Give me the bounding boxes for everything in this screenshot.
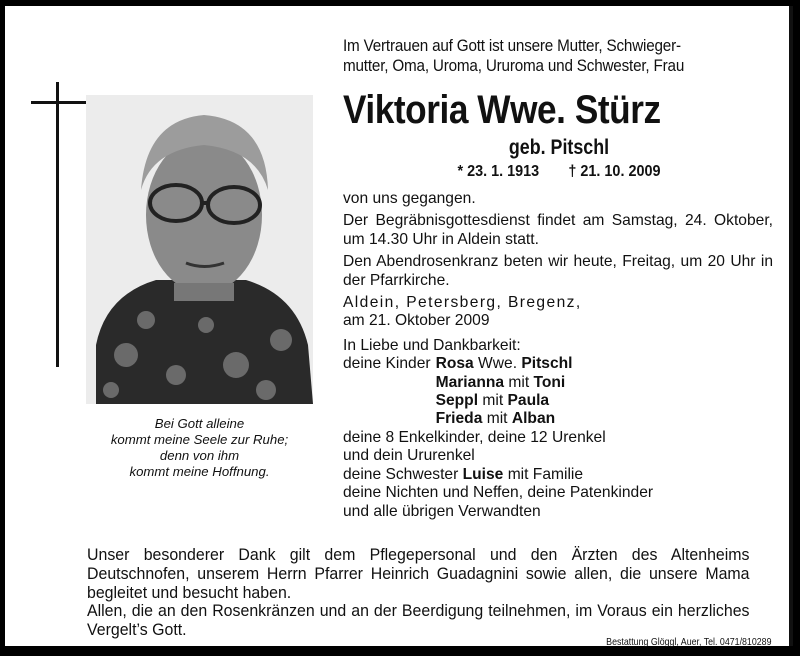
places: Aldein, Petersberg, Bregenz, xyxy=(343,294,582,312)
notice-date: am 21. Oktober 2009 xyxy=(343,312,490,330)
child-row: Rosa Wwe. Pitschl xyxy=(435,355,573,373)
cross-icon xyxy=(56,82,59,367)
child-row: Marianna mit Toni xyxy=(435,373,566,391)
passed-text: von uns gegangen. xyxy=(343,190,476,207)
relatives-line: und alle übrigen Verwandten xyxy=(343,502,541,520)
obituary-notice xyxy=(5,6,793,646)
child-row: Frieda mit Alban xyxy=(435,410,556,428)
rosary-text: Den Abendrosenkranz beten wir heute, Freitag, um 20 Uhr in der Pfarrkirche. xyxy=(343,253,773,289)
funeral-home-credit: Bestattung Glöggl, Auer, Tel. 0471/810289 xyxy=(605,637,771,648)
sister-line: deine Schwester Luise mit Familie xyxy=(343,465,584,483)
notice-body xyxy=(343,190,773,521)
children-label: deine Kinder xyxy=(343,355,431,373)
intro-line: mutter, Oma, Uroma, Ururoma und Schwester, Frau xyxy=(343,57,685,75)
maiden-name: geb. Pitschl xyxy=(508,136,610,159)
grandchildren-line: deine 8 Enkelkinder, deine 12 Urenkel xyxy=(343,428,606,446)
nieces-line: deine Nichten und Neffen, deine Patenkinder xyxy=(343,484,654,502)
cross-icon-bar xyxy=(31,101,87,104)
portrait-photo xyxy=(86,95,313,404)
love-heading: In Liebe und Dankbarkeit: xyxy=(343,336,521,354)
children-list xyxy=(343,355,773,429)
place-date xyxy=(343,294,773,331)
child-row: Seppl mit Paula xyxy=(435,392,550,410)
deceased-name: Viktoria Wwe. Stürz xyxy=(343,88,661,132)
birth-date: * 23. 1. 1913 xyxy=(457,163,540,180)
death-date: † 21. 10. 2009 xyxy=(568,163,661,180)
funeral-text: Der Begräbnisgottesdienst findet am Samstag, 24. Oktober, um 14.30 Uhr in Aldein statt. xyxy=(343,212,773,248)
thanks-paragraph: Allen, die an den Rosenkränzen und an der Beerdigung teilnehmen, im Voraus ein herzliches Vergelt’s Gott. xyxy=(87,602,750,640)
intro-line: Im Vertrauen auf Gott ist unsere Mutter, Schwieger- xyxy=(343,37,681,55)
thanks-section xyxy=(87,546,750,640)
photo-caption xyxy=(87,416,312,480)
great-grandchild-line: und dein Ururenkel xyxy=(343,447,475,465)
caption-line: kommt meine Seele zur Ruhe; xyxy=(110,432,289,447)
caption-line: denn von ihm xyxy=(159,448,240,463)
intro-text xyxy=(343,36,745,76)
caption-line: Bei Gott alleine xyxy=(154,416,245,431)
life-dates xyxy=(365,163,754,181)
thanks-paragraph: Unser besonderer Dank gilt dem Pflegepersonal und den Ärzten des Altenheims Deutschnofen, unserem Herrn Pfarrer Heinrich Guadagnini sowie allen, die unsere Mama begleitet und besucht haben. xyxy=(87,546,750,602)
caption-line: kommt meine Hoffnung. xyxy=(129,464,270,479)
